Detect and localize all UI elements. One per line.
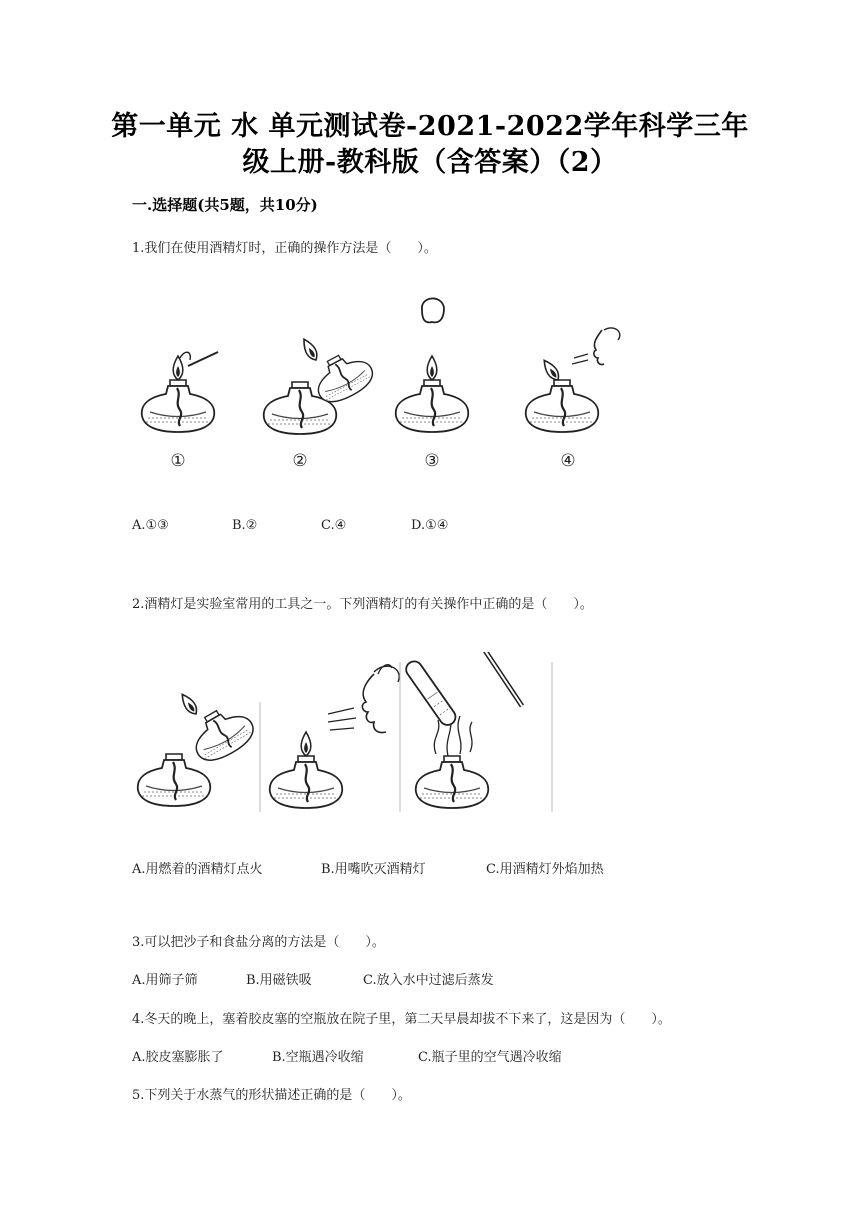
q2-option-b: B.用嘴吹灭酒精灯	[321, 862, 426, 877]
q3-option-a: A.用筛子筛	[132, 973, 198, 988]
q3-option-c: C.放入水中过滤后蒸发	[363, 973, 494, 988]
section-heading: 一.选择题(共5题，共10分)	[132, 196, 318, 214]
q1-option-a: A.①③	[132, 518, 169, 533]
question-1-text: 1.我们在使用酒精灯时，正确的操作方法是（ ）。	[132, 241, 437, 256]
lamp-figure-1	[142, 352, 218, 432]
lamp-figure-3	[396, 298, 469, 432]
q4-option-a: A.胶皮塞膨胀了	[132, 1050, 224, 1065]
q2-panel-lighting	[138, 692, 260, 806]
question-2-figure	[132, 652, 562, 812]
figure-label-1: ①	[170, 451, 186, 471]
figure-label-2: ②	[292, 451, 308, 471]
question-1-figure	[130, 290, 630, 480]
q4-option-b: B.空瓶遇冷收缩	[272, 1050, 364, 1065]
lamp-figure-2	[264, 337, 378, 434]
q2-option-c: C.用酒精灯外焰加热	[486, 862, 604, 877]
figure-label-4: ④	[560, 451, 576, 471]
q1-option-b: B.②	[232, 518, 258, 533]
q3-option-b: B.用磁铁吸	[246, 973, 312, 988]
question-3-text: 3.可以把沙子和食盐分离的方法是（ ）。	[132, 935, 385, 950]
question-4-text: 4.冬天的晚上，塞着胶皮塞的空瓶放在院子里，第二天早晨却拔不下来了，这是因为（ ）。	[132, 1012, 671, 1027]
question-2-text: 2.酒精灯是实验室常用的工具之一。下列酒精灯的有关操作中正确的是（ ）。	[132, 597, 593, 612]
q1-option-d: D.①④	[411, 518, 449, 533]
q1-option-c: C.④	[321, 518, 347, 533]
lamp-figure-4	[526, 328, 620, 432]
q2-panel-heating	[403, 652, 522, 808]
document-title-line-2: 级上册-教科版（含答案）（2）	[242, 147, 618, 178]
q2-panel-blowing	[270, 665, 399, 808]
q4-option-c: C.瓶子里的空气遇冷收缩	[418, 1050, 562, 1065]
q2-option-a: A.用燃着的酒精灯点火	[132, 862, 263, 877]
document-title-line-1: 第一单元 水 单元测试卷-2021-2022学年科学三年	[111, 111, 749, 142]
question-5-text: 5.下列关于水蒸气的形状描述正确的是（ ）。	[132, 1088, 411, 1103]
figure-label-3: ③	[424, 451, 440, 471]
